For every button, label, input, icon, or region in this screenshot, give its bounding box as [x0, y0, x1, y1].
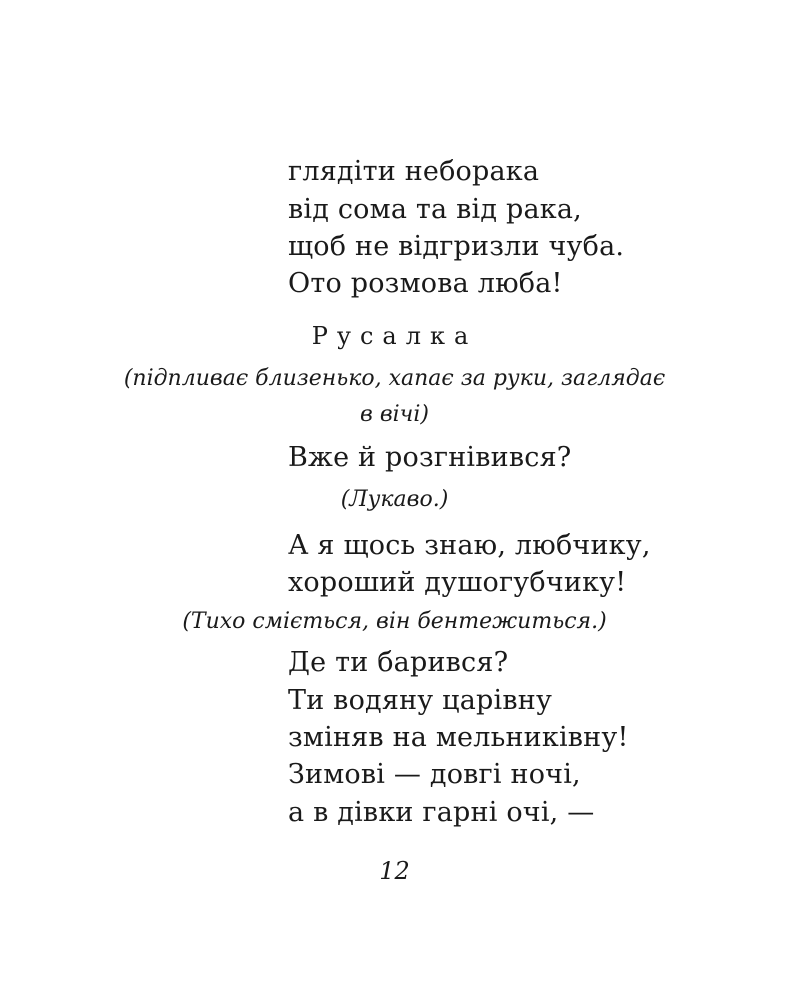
verse-line: Вже й розгнівився?: [288, 442, 572, 473]
verse-line: Зимові — довгі ночі,: [288, 759, 581, 790]
verse-line: від сома та від рака,: [288, 194, 582, 225]
verse-line: А я щось знаю, любчику,: [288, 530, 651, 561]
verse-line: Ото розмова люба!: [288, 268, 563, 299]
stage-direction: в вічі): [360, 402, 429, 427]
verse-line: глядіти неборака: [288, 156, 540, 187]
stage-direction: (Тихо сміється, він бентежиться.): [182, 609, 607, 634]
stage-direction: (Лукаво.): [340, 487, 449, 512]
verse-line: хороший душогубчику!: [288, 567, 627, 598]
page-number: 12: [379, 857, 410, 885]
stage-direction: (підпливає близенько, хапає за руки, заглядає: [123, 366, 666, 391]
speaker-name: Русалка: [311, 322, 478, 350]
verse-line: а в дівки гарні очі, —: [288, 797, 595, 828]
verse-line: щоб не відгризли чуба.: [288, 231, 625, 262]
verse-line: Де ти барився?: [288, 647, 509, 678]
verse-line: зміняв на мельниківну!: [288, 722, 629, 753]
verse-line: Ти водяну царівну: [288, 685, 553, 716]
